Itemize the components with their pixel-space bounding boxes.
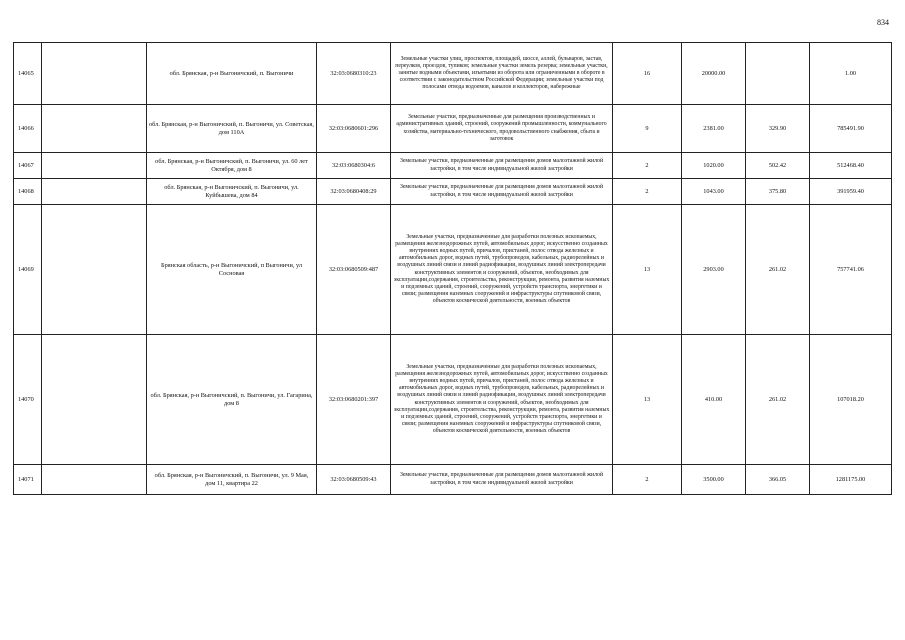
record-id: 14068 xyxy=(14,179,42,205)
category-code: 2 xyxy=(613,179,682,205)
cadastral-number: 32:03:0680408:29 xyxy=(317,179,391,205)
empty-cell xyxy=(42,105,147,153)
rate-value: 375.80 xyxy=(746,179,810,205)
cadastral-number: 32:03:0680509:487 xyxy=(317,205,391,335)
record-id: 14071 xyxy=(14,465,42,495)
area-value: 1020.00 xyxy=(682,153,746,179)
rate-value: 261.02 xyxy=(746,205,810,335)
cadastral-number: 32:03:0680509:43 xyxy=(317,465,391,495)
area-value: 2903.00 xyxy=(682,205,746,335)
area-value: 2381.00 xyxy=(682,105,746,153)
address-cell: обл. Брянская, р-н Выгоничский, п. Выгоничи, ул. 60 лет Октября, дом 8 xyxy=(147,153,317,179)
cadastral-number: 32:03:0680310:23 xyxy=(317,43,391,105)
cadastral-number: 32:03:0680304:6 xyxy=(317,153,391,179)
rate-value: 261.02 xyxy=(746,335,810,465)
record-id: 14069 xyxy=(14,205,42,335)
cadastral-value: 785491.90 xyxy=(810,105,892,153)
table-row xyxy=(14,335,892,465)
table-row xyxy=(14,205,892,335)
address-cell: обл. Брянская, р-н Выгоничский, п. Выгоничи, ул. Куйбышева, дом 84 xyxy=(147,179,317,205)
rate-value: 502.42 xyxy=(746,153,810,179)
area-value: 410.00 xyxy=(682,335,746,465)
category-code: 16 xyxy=(613,43,682,105)
cadastral-value: 757741.06 xyxy=(810,205,892,335)
empty-cell xyxy=(42,153,147,179)
rate-value: 329.90 xyxy=(746,105,810,153)
address-cell: обл. Брянская, р-н Выгоничский, п. Выгоничи, ул. 9 Мая, дом 11, квартира 22 xyxy=(147,465,317,495)
land-use-description: Земельные участки, предназначенные для размещения домов малоэтажной жилой застройки, в том числе индивидуальной жилой застройки xyxy=(391,179,613,205)
land-use-description: Земельные участки, предназначенные для разработки полезных ископаемых, размещения железнодорожных путей, автомобильных дорог, искусственно созданных внутренних водных путей, причалов, пристаней, полос отвода железных и автомобильных дорог, водных путей, трубопроводов, кабельных, радиорелейных и воздушных линий связи и линий радиофикации, воздушных линий электропередачи конструктивных элементов и сооружений, объектов, необходимых для эксплуатации,содержания, строительства, реконструкции, ремонта, развития наземных и подземных зданий, строений, сооружений, устройств транспорта, энергетики и связи; размещения наземных сооружений и инфраструктуры спутниковой связи, объектов космической деятельности, военных объектов xyxy=(391,335,613,465)
land-use-description: Земельные участки, предназначенные для размещения домов малоэтажной жилой застройки, в том числе индивидуальной жилой застройки xyxy=(391,153,613,179)
page-number: 834 xyxy=(877,18,889,27)
table-row xyxy=(14,179,892,205)
address-cell: Брянская область, р-н Выгоничский, п Выгоничи, ул Сосновая xyxy=(147,205,317,335)
table-row xyxy=(14,153,892,179)
cadastral-value: 391959.40 xyxy=(810,179,892,205)
empty-cell xyxy=(42,205,147,335)
category-code: 13 xyxy=(613,205,682,335)
table-row xyxy=(14,465,892,495)
address-cell: обл. Брянская, р-н Выгоничский, п. Выгоничи, ул. Гагарина, дом 8 xyxy=(147,335,317,465)
land-use-description: Земельные участки, предназначенные для размещения домов малоэтажной жилой застройки, в том числе индивидуальной жилой застройки xyxy=(391,465,613,495)
area-value: 20000.00 xyxy=(682,43,746,105)
record-id: 14066 xyxy=(14,105,42,153)
cadastral-value: 1281175.00 xyxy=(810,465,892,495)
rate-value xyxy=(746,43,810,105)
table-row xyxy=(14,105,892,153)
land-use-description: Земельные участки улиц, проспектов, площадей, шоссе, аллей, бульваров, застав, переулков, проездов, тупиков; земельные участки земель резерва; земельные участки, занятые водными объектами, изъятыми из оборота или ограниченными в обороте в соответствии с законодательством Российской Федерации; земельные участки под полосами отвода водоемов, каналов и коллекторов, набережные xyxy=(391,43,613,105)
cadastral-value: 512468.40 xyxy=(810,153,892,179)
record-id: 14070 xyxy=(14,335,42,465)
category-code: 9 xyxy=(613,105,682,153)
land-use-description: Земельные участки, предназначенные для размещения производственных и административных зданий, строений, сооружений промышленности, коммунального хозяйства, материально-технического, продовольственного снабжения, сбыта и заготовок xyxy=(391,105,613,153)
record-id: 14067 xyxy=(14,153,42,179)
area-value: 3500.00 xyxy=(682,465,746,495)
address-cell: обл. Брянская, р-н Выгоничский, п. Выгоничи, ул. Советская, дом 110А xyxy=(147,105,317,153)
empty-cell xyxy=(42,179,147,205)
cadastral-value: 107018.20 xyxy=(810,335,892,465)
area-value: 1043.00 xyxy=(682,179,746,205)
cadastral-number: 32:03:0680201:397 xyxy=(317,335,391,465)
category-code: 13 xyxy=(613,335,682,465)
empty-cell xyxy=(42,43,147,105)
empty-cell xyxy=(42,465,147,495)
category-code: 2 xyxy=(613,153,682,179)
address-cell: обл. Брянская, р-н Выгоничский, п. Выгоничи xyxy=(147,43,317,105)
cadastral-number: 32:03:0680601:296 xyxy=(317,105,391,153)
cadastral-table xyxy=(13,42,892,495)
cadastral-value: 1.00 xyxy=(810,43,892,105)
land-use-description: Земельные участки, предназначенные для разработки полезных ископаемых, размещения железнодорожных путей, автомобильных дорог, искусственно созданных внутренних водных путей, причалов, пристаней, полос отвода железных и автомобильных дорог, водных путей, трубопроводов, кабельных, радиорелейных и воздушных линий связи и линий радиофикации, воздушных линий электропередачи конструктивных элементов и сооружений, объектов, необходимых для эксплуатации,содержания, строительства, реконструкции, ремонта, развития наземных и подземных зданий, строений, сооружений, устройств транспорта, энергетики и связи; размещения наземных сооружений и инфраструктуры спутниковой связи, объектов космической деятельности, военных объектов xyxy=(391,205,613,335)
empty-cell xyxy=(42,335,147,465)
record-id: 14065 xyxy=(14,43,42,105)
table-row xyxy=(14,43,892,105)
category-code: 2 xyxy=(613,465,682,495)
rate-value: 366.05 xyxy=(746,465,810,495)
